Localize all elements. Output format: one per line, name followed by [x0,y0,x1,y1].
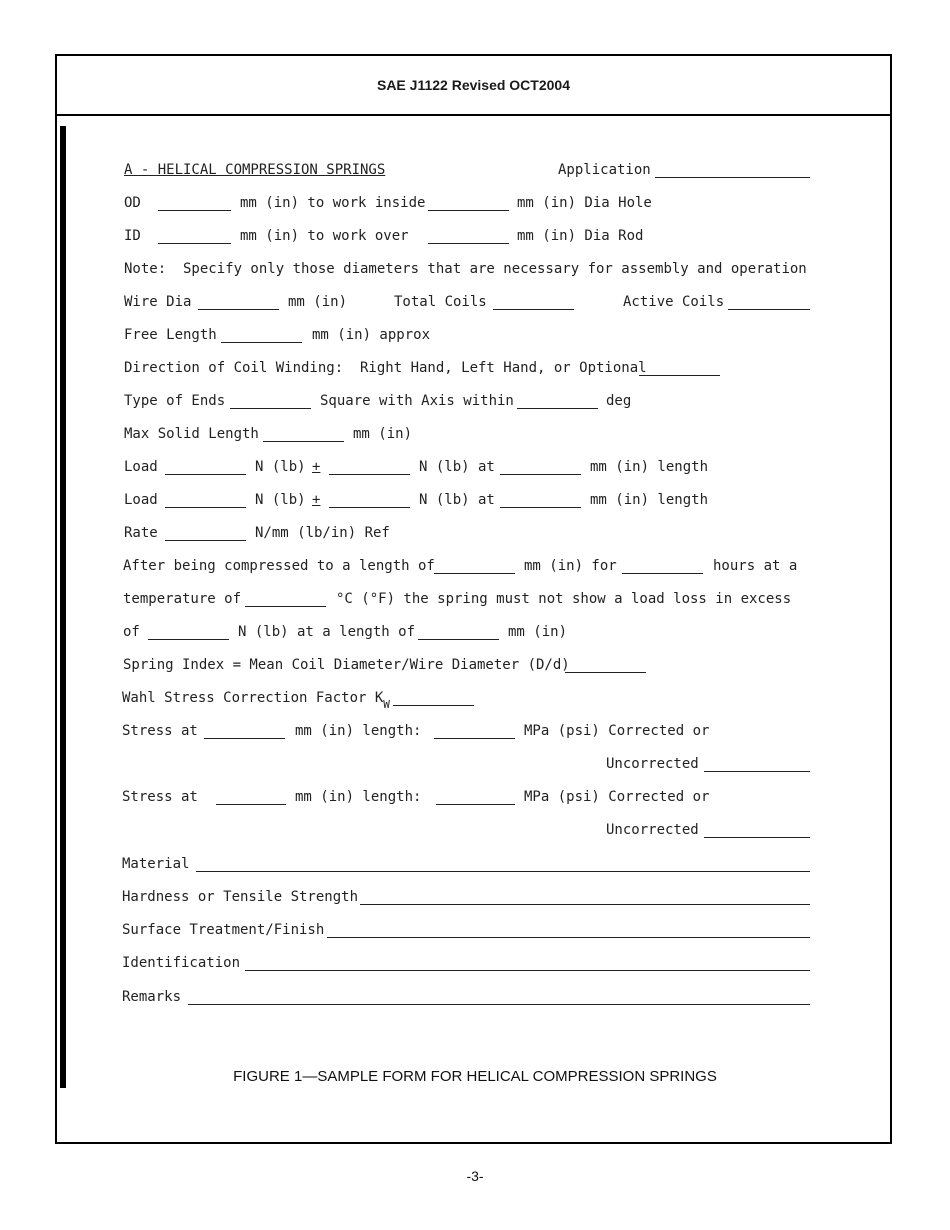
wahl-factor-label: Wahl Stress Correction Factor $K_W$ [122,690,390,711]
load-1-label: Load [124,459,158,475]
diameter-note: Note: Specify only those diameters that are necessary for assembly and operation [124,261,807,277]
wire-dia-field[interactable] [198,309,279,310]
rate-field[interactable] [165,540,246,541]
stress-1-uncorrected-label: Uncorrected [606,756,699,772]
section-title: A - HELICAL COMPRESSION SPRINGS [124,162,386,178]
load-2-plus-minus: + [312,492,321,508]
of-text: of [123,624,140,640]
id-label: ID [124,228,141,244]
stress-1-length-unit: mm (in) length: [295,723,422,739]
coil-winding-label: Direction of Coil Winding: Right Hand, Left Hand, or Optional [124,360,647,376]
load-2-tolerance-field[interactable] [329,507,410,508]
stress-1-label: Stress at [122,723,198,739]
max-solid-length-label: Max Solid Length [124,426,259,442]
load-2-unit: N (lb) [255,492,306,508]
load-loss-length-text: N (lb) at a length of [238,624,416,640]
load-1-plus-minus: + [312,459,321,475]
wire-dia-label: Wire Dia [124,294,192,310]
load-1-unit: N (lb) [255,459,306,475]
wire-dia-unit: mm (in) [288,294,348,310]
type-of-ends-label: Type of Ends [124,393,226,409]
free-length-unit: mm (in) approx [312,327,431,343]
load-2-field[interactable] [165,507,246,508]
load-loss-text: °C (°F) the spring must not show a load loss in excess [336,591,792,607]
od-field[interactable] [158,210,231,211]
material-label: Material [122,856,190,872]
load-loss-length-unit: mm (in) [508,624,568,640]
stress-2-label: Stress at [122,789,198,805]
hours-at-text: hours at a [713,558,798,574]
temperature-of-text: temperature of [123,591,242,607]
stress-1-length-field[interactable] [204,738,285,739]
stress-2-corrected-text: MPa (psi) Corrected or [524,789,710,805]
stress-2-uncorrected-field[interactable] [704,837,810,838]
type-of-ends-field[interactable] [230,408,311,409]
identification-label: Identification [122,955,241,971]
total-coils-field[interactable] [493,309,574,310]
surface-treatment-label: Surface Treatment/Finish [122,922,325,938]
load-1-length-field[interactable] [500,474,581,475]
square-axis-text: Square with Axis within [320,393,514,409]
total-coils-label: Total Coils [394,294,487,310]
active-coils-field[interactable] [728,309,810,310]
load-1-tolerance-field[interactable] [329,474,410,475]
od-label: OD [124,195,141,211]
load-2-label: Load [124,492,158,508]
figure-caption: FIGURE 1—SAMPLE FORM FOR HELICAL COMPRESSION SPRINGS [233,1068,717,1085]
identification-field[interactable] [245,970,810,971]
hardness-label: Hardness or Tensile Strength [122,889,359,905]
free-length-label: Free Length [124,327,217,343]
od-work-inside-text: mm (in) to work inside [240,195,426,211]
stress-2-value-field[interactable] [436,804,515,805]
rod-dia-field[interactable] [428,243,509,244]
stress-2-length-unit: mm (in) length: [295,789,422,805]
surface-treatment-field[interactable] [327,937,810,938]
dia-hole-text: mm (in) Dia Hole [517,195,652,211]
free-length-field[interactable] [221,342,302,343]
page-number: -3- [466,1168,484,1184]
stress-1-corrected-text: MPa (psi) Corrected or [524,723,710,739]
rate-label: Rate [124,525,158,541]
load-loss-length-field[interactable] [418,639,499,640]
hole-dia-field[interactable] [428,210,509,211]
remarks-label: Remarks [122,989,182,1005]
stress-2-length-field[interactable] [216,804,286,805]
material-field[interactable] [196,871,810,872]
coil-winding-field[interactable] [639,375,720,376]
active-coils-label: Active Coils [623,294,725,310]
stress-1-value-field[interactable] [434,738,515,739]
stress-1-uncorrected-field[interactable] [704,771,810,772]
compressed-for-text: mm (in) for [524,558,617,574]
load-2-length-field[interactable] [500,507,581,508]
rate-unit: N/mm (lb/in) Ref [255,525,390,541]
spring-index-label: Spring Index = Mean Coil Diameter/Wire Diameter (D/d) [123,657,570,673]
wahl-factor-field[interactable] [393,705,474,706]
compressed-length-field[interactable] [434,573,515,574]
header-title: SAE J1122 Revised OCT2004 [376,77,570,93]
temperature-field[interactable] [245,606,326,607]
max-solid-length-unit: mm (in) [353,426,413,442]
id-field[interactable] [158,243,231,244]
max-solid-length-field[interactable] [263,441,344,442]
spring-index-field[interactable] [565,672,646,673]
load-1-field[interactable] [165,474,246,475]
load-2-at-text: N (lb) at [419,492,495,508]
application-field[interactable] [655,177,810,178]
hours-field[interactable] [622,573,703,574]
id-work-over-text: mm (in) to work over [240,228,409,244]
application-label: Application [558,162,651,178]
load-2-length-unit: mm (in) length [590,492,709,508]
load-1-at-text: N (lb) at [419,459,495,475]
deg-unit: deg [606,393,632,409]
hardness-field[interactable] [360,904,810,905]
dia-rod-text: mm (in) Dia Rod [517,228,644,244]
load-1-length-unit: mm (in) length [590,459,709,475]
squareness-deg-field[interactable] [517,408,598,409]
load-loss-field[interactable] [148,639,229,640]
remarks-field[interactable] [188,1004,810,1005]
compressed-length-text: After being compressed to a length of [123,558,435,574]
stress-2-uncorrected-label: Uncorrected [606,822,699,838]
